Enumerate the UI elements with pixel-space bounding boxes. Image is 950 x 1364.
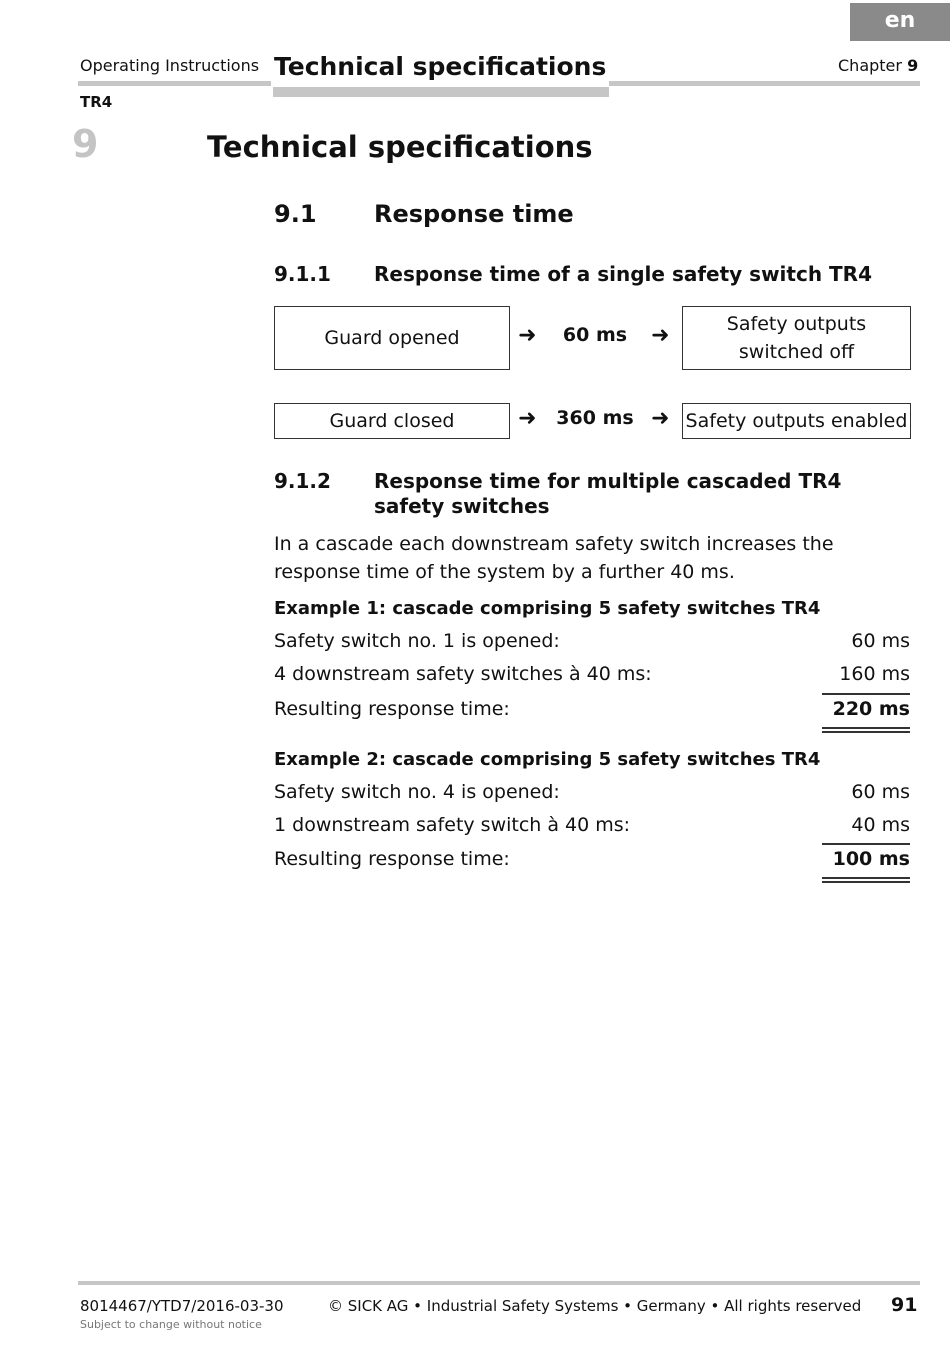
example-1-result-label: Resulting response time: bbox=[274, 698, 510, 720]
section-number: 9.1 bbox=[274, 200, 317, 228]
page-number: 91 bbox=[891, 1294, 918, 1316]
header-doc-type: Operating Instructions bbox=[80, 56, 260, 75]
example-2-sum-rule bbox=[822, 843, 910, 845]
header-product: TR4 bbox=[80, 93, 113, 111]
footer-copyright: © SICK AG • Industrial Safety Systems • Germany • All rights reserved bbox=[328, 1297, 862, 1315]
flow-2-arrow-1: ➜ bbox=[518, 406, 537, 431]
footer-doc-id: 8014467/YTD7/2016-03-30 bbox=[80, 1297, 284, 1315]
example-2-row-2-value: 40 ms bbox=[851, 814, 910, 836]
flow-1-time: 60 ms bbox=[562, 324, 628, 346]
subsection-1-number: 9.1.1 bbox=[274, 262, 331, 286]
subsection-1-title: Response time of a single safety switch TR4 bbox=[374, 262, 872, 286]
flow-2-arrow-2: ➜ bbox=[651, 406, 670, 431]
header-title: Technical specifications bbox=[274, 52, 607, 81]
example-2-result-value: 100 ms bbox=[832, 848, 910, 870]
example-2-double-rule-top bbox=[822, 877, 910, 879]
example-1-row-2-value: 160 ms bbox=[839, 663, 910, 685]
example-2-row-1-value: 60 ms bbox=[851, 781, 910, 803]
header-chapter-number: 9 bbox=[907, 56, 919, 75]
header-chapter-label: Chapter bbox=[838, 56, 902, 75]
example-2-row-1-label: Safety switch no. 4 is opened: bbox=[274, 781, 560, 803]
example-1-sum-rule bbox=[822, 693, 910, 695]
subsection-2-title: Response time for multiple cascaded TR4 safety switches bbox=[374, 469, 842, 518]
footer-rule bbox=[78, 1281, 920, 1285]
section-title: Response time bbox=[374, 200, 574, 228]
flow-2-time: 360 ms bbox=[556, 407, 634, 429]
flow-1-arrow-1: ➜ bbox=[518, 323, 537, 348]
flow-2-to-label: Safety outputs enabled bbox=[685, 410, 908, 432]
flow-1-to-line-1: Safety outputs bbox=[726, 313, 867, 335]
subsection-2-intro: In a cascade each downstream safety switch increases the response time of the system by a further 40 ms. bbox=[274, 533, 834, 583]
example-1-result-value: 220 ms bbox=[832, 698, 910, 720]
example-1-double-rule-top bbox=[822, 727, 910, 729]
header-chapter bbox=[838, 56, 918, 75]
header-rule-right bbox=[609, 81, 920, 86]
example-1-row-1-value: 60 ms bbox=[851, 630, 910, 652]
header-rule-middle bbox=[273, 87, 609, 97]
example-2-double-rule-bottom bbox=[822, 881, 910, 883]
chapter-title: Technical specifications bbox=[207, 130, 593, 164]
example-1-title: Example 1: cascade comprising 5 safety switches TR4 bbox=[274, 598, 821, 619]
example-1-row-1-label: Safety switch no. 1 is opened: bbox=[274, 630, 560, 652]
flow-1-arrow-2: ➜ bbox=[651, 323, 670, 348]
example-2-row-2-label: 1 downstream safety switch à 40 ms: bbox=[274, 814, 631, 836]
example-2-result-label: Resulting response time: bbox=[274, 848, 510, 870]
flow-2-to-box bbox=[682, 403, 911, 439]
header-rule-left bbox=[78, 81, 271, 86]
flow-2-from-box bbox=[274, 403, 510, 439]
language-tab: en bbox=[850, 3, 950, 41]
flow-2-from-label: Guard closed bbox=[329, 410, 455, 432]
example-2-title: Example 2: cascade comprising 5 safety switches TR4 bbox=[274, 749, 821, 770]
example-1-double-rule-bottom bbox=[822, 731, 910, 733]
flow-1-from-box bbox=[274, 306, 510, 370]
chapter-number: 9 bbox=[72, 122, 99, 166]
flow-1-to-box bbox=[682, 306, 911, 370]
flow-1-from-label: Guard opened bbox=[324, 327, 460, 349]
subsection-2-number: 9.1.2 bbox=[274, 469, 331, 493]
example-1-row-2-label: 4 downstream safety switches à 40 ms: bbox=[274, 663, 652, 685]
footer-note: Subject to change without notice bbox=[80, 1318, 262, 1331]
flow-1-to-line-2: switched off bbox=[738, 341, 855, 363]
